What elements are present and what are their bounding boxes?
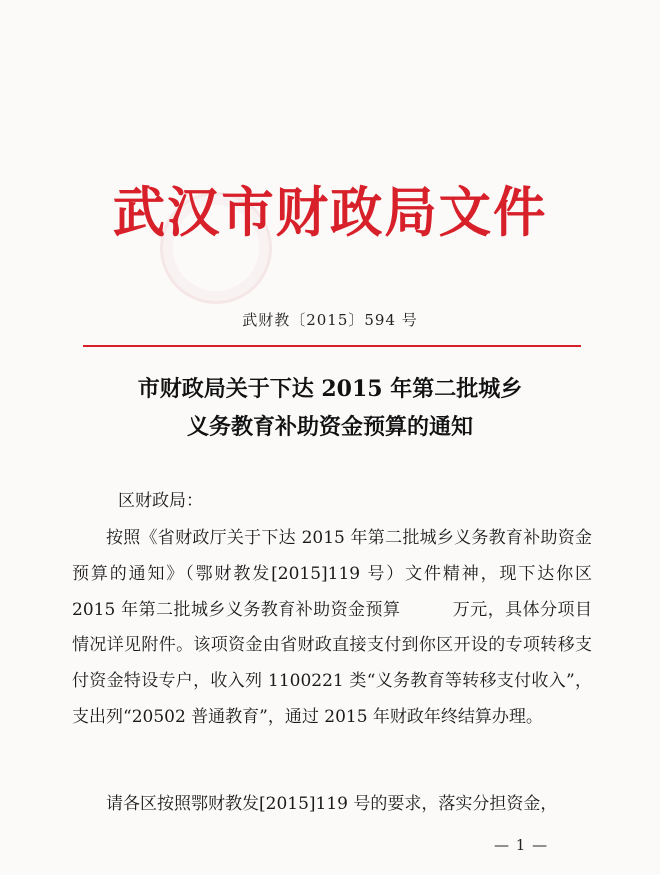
page-number: — 1 — xyxy=(494,836,549,854)
notice-title-line-1: 市财政局关于下达 2015 年第二批城乡 xyxy=(137,376,523,402)
salutation: 区财政局： xyxy=(118,491,203,511)
masthead-title: 武汉市财政局文件 xyxy=(112,180,548,244)
notice-title xyxy=(0,370,660,446)
paragraph-text: 请各区按照鄂财教发[2015]119 号的要求，落实分担资金， xyxy=(106,794,558,814)
paragraph-text: 按照《省财政厅关于下达 2015 年第二批城乡义务教育补助资金预算的通知》（鄂财教发[2015]119 号）文件精神，现下达你区 2015 年第二批城乡义务教育补助资金预算 万元，具体分项目情况详见附件。该项资金由省财政直接支付到你区开设的专项转移支付资金特设专户，收入列 1100221 类“义务教育等转移支付收入”，支出列“20502 普通教育”，通过 2015 年财政年终结算办理。 xyxy=(72,528,592,727)
body-paragraph-2 xyxy=(72,787,592,823)
red-divider-line xyxy=(83,345,581,347)
document-number: 武财教〔2015〕594 号 xyxy=(242,311,418,329)
notice-title-line-2: 义务教育补助资金预算的通知 xyxy=(186,414,473,440)
body-paragraph-1 xyxy=(72,521,592,736)
